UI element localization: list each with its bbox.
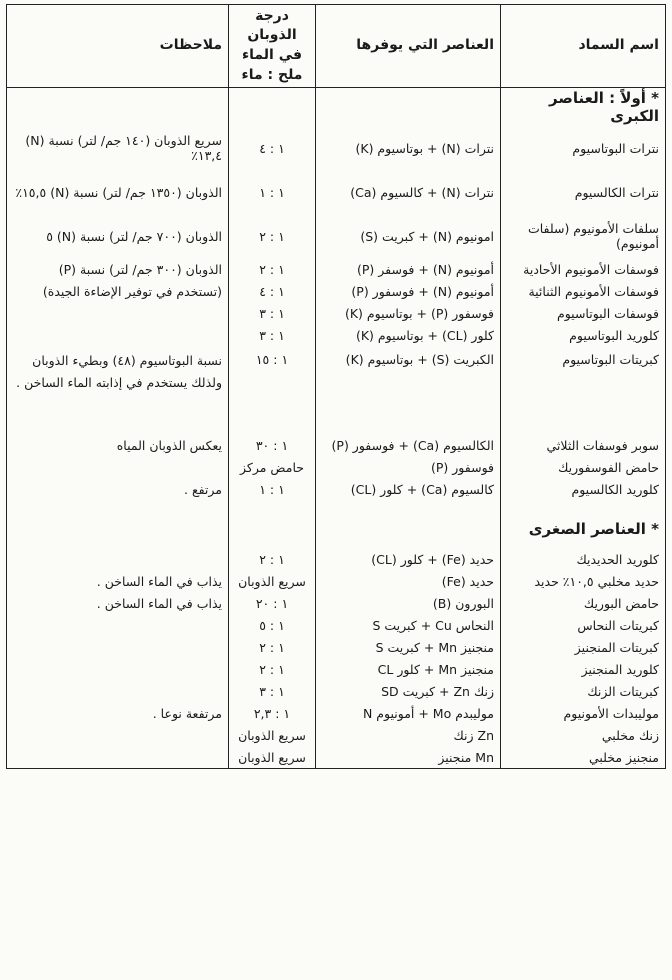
fertilizer-notes: الذوبان (١٣٥٠ جم/ لتر) نسبة (N) ١٥,٥٪ xyxy=(7,170,229,214)
fertilizer-solubility: ١ : ٢ xyxy=(229,214,316,258)
fertilizer-solubility: ١ : ٢,٣ xyxy=(229,702,316,724)
fertilizer-solubility: ١ : ٣ xyxy=(229,302,316,324)
fertilizer-solubility: ١ : ٢ xyxy=(229,658,316,680)
fertilizer-elements: نترات (N) + بوتاسيوم (K) xyxy=(316,126,501,170)
fertilizer-solubility: سريع الذوبان xyxy=(229,724,316,746)
fertilizer-solubility: ١ : ٢ xyxy=(229,258,316,280)
fertilizer-name: كبريتات الزنك xyxy=(501,680,666,702)
fertilizer-name: فوسفات الأمونيوم الثنائية xyxy=(501,280,666,302)
fertilizer-elements: الكالسيوم (Ca) + فوسفور (P) xyxy=(316,434,501,456)
table-row xyxy=(7,258,666,280)
header-notes: ملاحظات xyxy=(7,5,229,88)
fertilizer-name: سوبر فوسفات الثلاثي xyxy=(501,434,666,456)
table-row xyxy=(7,570,666,592)
fertilizer-solubility: سريع الذوبان xyxy=(229,570,316,592)
fertilizer-notes xyxy=(7,324,229,346)
fertilizer-notes xyxy=(7,724,229,746)
table-row xyxy=(7,702,666,724)
fertilizer-solubility: ١ : ٢ xyxy=(229,548,316,570)
fertilizer-name: كبريتات البوتاسيوم xyxy=(501,346,666,434)
fertilizer-notes xyxy=(7,548,229,570)
header-row xyxy=(7,5,666,88)
fertilizer-elements: Zn زنك xyxy=(316,724,501,746)
fertilizer-name: كلوريد البوتاسيوم xyxy=(501,324,666,346)
fertilizer-elements: حديد (Fe) xyxy=(316,570,501,592)
fertilizer-elements: امونيوم (N) + كبريت (S) xyxy=(316,214,501,258)
fertilizer-elements: أمونيوم (N) + فوسفور (P) xyxy=(316,280,501,302)
fertilizer-notes: (تستخدم في توفير الإضاءة الجيدة) xyxy=(7,280,229,302)
fertilizer-solubility: ١ : ٣ xyxy=(229,680,316,702)
section-title-row xyxy=(7,88,666,127)
header-solubility: درجة الذوبان في الماء ملح : ماء xyxy=(229,5,316,88)
fertilizer-name: حديد مخلبي ١٠,٥٪ حديد xyxy=(501,570,666,592)
fertilizer-name: منجنيز مخلبي xyxy=(501,746,666,769)
fertilizer-notes: يذاب في الماء الساخن . xyxy=(7,592,229,614)
section-title: * أولاً : العناصر الكبرى xyxy=(501,88,666,127)
fertilizer-notes xyxy=(7,456,229,478)
table-row xyxy=(7,746,666,769)
fertilizer-elements: زنك Zn + كبريت SD xyxy=(316,680,501,702)
fertilizer-elements: أمونيوم (N) + فوسفر (P) xyxy=(316,258,501,280)
fertilizer-name: كبريتات المنجنيز xyxy=(501,636,666,658)
table-row xyxy=(7,434,666,456)
fertilizer-name: نترات البوتاسيوم xyxy=(501,126,666,170)
fertilizer-solubility: ١ : ٣٠ xyxy=(229,434,316,456)
fertilizer-name: نترات الكالسيوم xyxy=(501,170,666,214)
table-row xyxy=(7,214,666,258)
table-row xyxy=(7,170,666,214)
fertilizer-name: فوسفات الأمونيوم الأحادية xyxy=(501,258,666,280)
fertilizer-solubility: حامض مركز xyxy=(229,456,316,478)
fertilizer-notes: نسبة البوتاسيوم (٤٨) وبطيء الذوبان ولذلك يستخدم في إذابته الماء الساخن . xyxy=(7,346,229,434)
fertilizer-notes xyxy=(7,746,229,769)
table-row xyxy=(7,724,666,746)
table-row xyxy=(7,280,666,302)
fertilizer-name: فوسفات البوتاسيوم xyxy=(501,302,666,324)
fertilizer-elements: حديد (Fe) + كلور (CL) xyxy=(316,548,501,570)
table-row xyxy=(7,614,666,636)
table-row xyxy=(7,548,666,570)
fertilizer-notes: مرتفع . xyxy=(7,478,229,500)
fertilizer-name: حامض الفوسفوريك xyxy=(501,456,666,478)
table-row xyxy=(7,126,666,170)
fertilizer-elements: كلور (CL) + بوتاسيوم (K) xyxy=(316,324,501,346)
fertilizer-name: كلوريد الكالسيوم xyxy=(501,478,666,500)
table-row xyxy=(7,456,666,478)
table-row xyxy=(7,592,666,614)
table-row xyxy=(7,324,666,346)
fertilizer-notes xyxy=(7,680,229,702)
fertilizer-notes xyxy=(7,658,229,680)
fertilizer-solubility: ١ : ٣ xyxy=(229,324,316,346)
table-row xyxy=(7,636,666,658)
fertilizer-name: حامض البوريك xyxy=(501,592,666,614)
fertilizer-table xyxy=(6,4,666,769)
section-title-row xyxy=(7,510,666,548)
table-row xyxy=(7,680,666,702)
fertilizer-notes: يذاب في الماء الساخن . xyxy=(7,570,229,592)
fertilizer-notes xyxy=(7,614,229,636)
fertilizer-solubility: ١ : ٤ xyxy=(229,126,316,170)
fertilizer-elements: فوسفور (P) xyxy=(316,456,501,478)
fertilizer-elements: البورون (B) xyxy=(316,592,501,614)
fertilizer-notes: سريع الذوبان (١٤٠ جم/ لتر) نسبة (N) ١٣,٤٪ xyxy=(7,126,229,170)
fertilizer-notes xyxy=(7,636,229,658)
fertilizer-name: كبريتات النحاس xyxy=(501,614,666,636)
fertilizer-solubility: ١ : ١٥ xyxy=(229,346,316,434)
section-title: * العناصر الصغرى xyxy=(501,510,666,548)
fertilizer-solubility: ١ : ٥ xyxy=(229,614,316,636)
fertilizer-solubility: ١ : ١ xyxy=(229,478,316,500)
table-row xyxy=(7,478,666,500)
fertilizer-elements: كالسيوم (Ca) + كلور (CL) xyxy=(316,478,501,500)
fertilizer-notes: مرتفعة نوعا . xyxy=(7,702,229,724)
fertilizer-name: كلوريد الحديديك xyxy=(501,548,666,570)
fertilizer-solubility: ١ : ٤ xyxy=(229,280,316,302)
fertilizer-notes: الذوبان (٧٠٠ جم/ لتر) نسبة (N) ٥ xyxy=(7,214,229,258)
header-elements: العناصر التي يوفرها xyxy=(316,5,501,88)
fertilizer-elements: منجنيز Mn + كلور CL xyxy=(316,658,501,680)
fertilizer-elements: الكبريت (S) + بوتاسيوم (K) xyxy=(316,346,501,434)
fertilizer-name: زنك مخلبي xyxy=(501,724,666,746)
fertilizer-elements: نترات (N) + كالسيوم (Ca) xyxy=(316,170,501,214)
fertilizer-solubility: ١ : ٢ xyxy=(229,636,316,658)
fertilizer-name: سلفات الأمونيوم (سلفات أمونيوم) xyxy=(501,214,666,258)
fertilizer-solubility: سريع الذوبان xyxy=(229,746,316,769)
fertilizer-solubility: ١ : ١ xyxy=(229,170,316,214)
fertilizer-name: كلوريد المنجنيز xyxy=(501,658,666,680)
header-name: اسم السماد xyxy=(501,5,666,88)
fertilizer-notes: يعكس الذوبان المياه xyxy=(7,434,229,456)
fertilizer-notes xyxy=(7,302,229,324)
table-row xyxy=(7,658,666,680)
fertilizer-elements: فوسفور (P) + بوتاسيوم (K) xyxy=(316,302,501,324)
fertilizer-elements: النحاس Cu + كبريت S xyxy=(316,614,501,636)
table-row xyxy=(7,302,666,324)
fertilizer-elements: Mn منجنيز xyxy=(316,746,501,769)
fertilizer-name: موليبدات الأمونيوم xyxy=(501,702,666,724)
fertilizer-notes: الذوبان (٣٠٠ جم/ لتر) نسبة (P) xyxy=(7,258,229,280)
table-row xyxy=(7,346,666,434)
fertilizer-solubility: ١ : ٢٠ xyxy=(229,592,316,614)
fertilizer-elements: منجنيز Mn + كبريت S xyxy=(316,636,501,658)
fertilizer-elements: موليبدم Mo + أمونيوم N xyxy=(316,702,501,724)
